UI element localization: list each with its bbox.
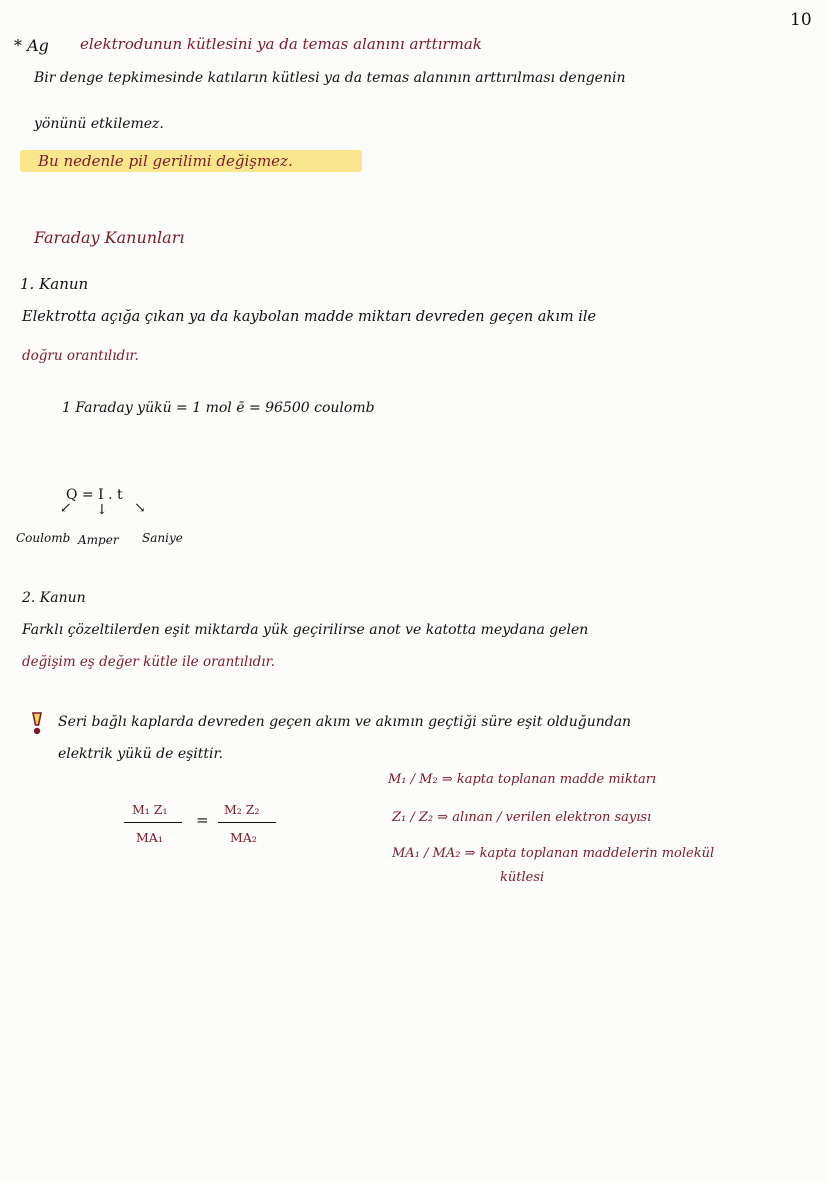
label-saniye: Saniye [142, 531, 183, 545]
arrow-saniye-icon: ↘ [134, 500, 146, 516]
equilibrium-line-2: yönünü etkilemez. [34, 116, 164, 132]
fraction-right-denominator: MA₂ [230, 830, 257, 845]
fraction-equals: = [196, 811, 209, 829]
legend-mass: M₁ / M₂ ⇒ kapta toplanan madde miktarı [388, 772, 657, 787]
faraday-title: Faraday Kanunları [34, 228, 185, 247]
fraction-left-line [124, 822, 182, 823]
law2-line-1: Farklı çözeltilerden eşit miktarda yük geçirilirse anot ve katotta meydana gelen [22, 622, 589, 638]
fraction-right-line [218, 822, 276, 823]
legend-electron-count: Z₁ / Z₂ ⇒ alınan / verilen elektron sayısı [392, 810, 652, 825]
arrow-amper-icon: ↓ [96, 502, 108, 518]
label-coulomb: Coulomb [16, 531, 71, 545]
warning-exclamation-icon [30, 712, 44, 736]
note-line-1: Seri bağlı kaplarda devreden geçen akım ve akımın geçtiği süre eşit olduğundan [58, 714, 632, 730]
faraday-charge-equation: 1 Faraday yükü = 1 mol ē = 96500 coulomb [62, 400, 375, 416]
equilibrium-line-1: Bir denge tepkimesinde katıların kütlesi ya da temas alanının arttırılması dengenin [34, 70, 626, 86]
star-line-prefix: * Ag [14, 36, 49, 55]
label-amper: Amper [78, 533, 119, 547]
fraction-left-denominator: MA₁ [136, 830, 163, 845]
fraction-right-numerator: M₂ Z₂ [224, 802, 260, 817]
highlighted-conclusion: Bu nedenle pil gerilimi değişmez. [38, 152, 293, 170]
law1-title: 1. Kanun [20, 275, 89, 293]
law2-line-2: değişim eş değer kütle ile orantılıdır. [22, 654, 275, 670]
q-formula: Q = I . t [66, 487, 123, 503]
law2-title: 2. Kanun [22, 590, 86, 606]
legend-molar-mass-cont: kütlesi [500, 870, 545, 885]
law1-line-1: Elektrotta açığa çıkan ya da kaybolan madde miktarı devreden geçen akım ile [22, 309, 597, 325]
note-line-2: elektrik yükü de eşittir. [58, 746, 224, 762]
law1-line-2: doğru orantılıdır. [22, 348, 139, 364]
fraction-left-numerator: M₁ Z₁ [132, 802, 168, 817]
arrow-coulomb-icon: ↙ [60, 500, 72, 516]
legend-molar-mass: MA₁ / MA₂ ⇒ kapta toplanan maddelerin molekül [392, 846, 715, 861]
page-number: 10 [790, 10, 812, 30]
star-line-text: elektrodunun kütlesini ya da temas alanını arttırmak [80, 35, 482, 53]
